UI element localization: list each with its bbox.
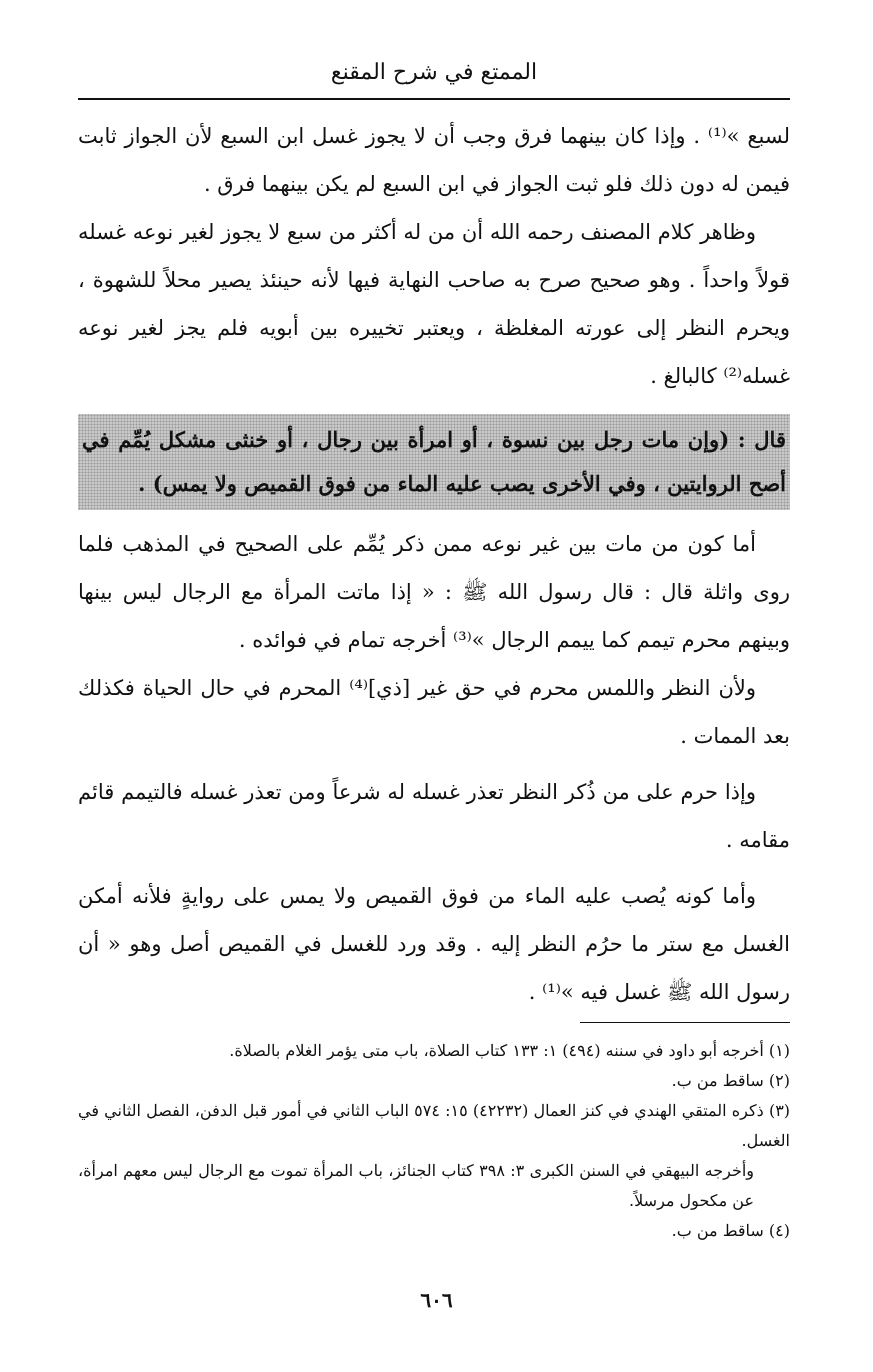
paragraph-3: أما كون من مات بين غير نوعه ممن ذكر يُمِّم على الصحيح في المذهب فلما روى واثلة قال : قال رسول الله ﷺ : « إذا ماتت المرأة مع الرجال ليس بينها وبينهم محرم تيمم كما ييمم الرجال »⁽³⁾ أخرجه تمام في فوائده . xyxy=(78,532,790,652)
footnote-rule xyxy=(580,1022,790,1023)
main-text xyxy=(78,112,790,1016)
header-rule xyxy=(78,98,790,100)
matn-quote: قال : (وإن مات رجل بين نسوة ، أو امرأة بين رجال ، أو خنثى مشكل يُمِّم في أصح الروايتين ، وفي الأخرى يصب عليه الماء من فوق القميص ولا يمس) . xyxy=(78,414,790,510)
footnote-3: (٣) ذكره المتقي الهندي في كنز العمال (٤٢٢٣٢) ١٥: ٥٧٤ الباب الثاني في أمور قبل الدفن، الفصل الثاني في الغسل. xyxy=(78,1101,791,1150)
footnote-3-continued: وأخرجه البيهقي في السنن الكبرى ٣: ٣٩٨ كتاب الجنائز، باب المرأة تموت مع الرجال ليس معهم امرأة، عن مكحول مرسلاً. xyxy=(78,1161,755,1210)
paragraph-1: لسبع »⁽¹⁾ . وإذا كان بينهما فرق وجب أن لا يجوز غسل ابن السبع لأن الجواز ثابت فيمن له دون ذلك فلو ثبت الجواز في ابن السبع لم يكن بينهما فرق . xyxy=(78,124,791,196)
footnotes xyxy=(78,1036,790,1246)
page-number: ٦٠٦ xyxy=(420,1288,453,1312)
footnote-2: (٢) ساقط من ب. xyxy=(671,1071,790,1090)
paragraph-6: وأما كونه يُصب عليه الماء من فوق القميص ولا يمس على روايةٍ فلأنه أمكن الغسل مع ستر ما حرُم النظر إليه . وقد ورد للغسل في القميص أصل وهو « أن رسول الله ﷺ غسل فيه »⁽¹⁾ . xyxy=(78,884,790,1004)
running-header: الممتع في شرح المقنع xyxy=(330,60,538,85)
footnote-1: (١) أخرجه أبو داود في سننه (٤٩٤) ١: ١٣٣ كتاب الصلاة، باب متى يؤمر الغلام بالصلاة. xyxy=(229,1041,790,1060)
paragraph-4: ولأن النظر واللمس محرم في حق غير [ذي]⁽⁴⁾ المحرم في حال الحياة فكذلك بعد الممات . xyxy=(78,676,790,748)
paragraph-5: وإذا حرم على من ذُكر النظر تعذر غسله له شرعاً ومن تعذر غسله فالتيمم قائم مقامه . xyxy=(78,780,790,852)
paragraph-2: وظاهر كلام المصنف رحمه الله أن من له أكثر من سبع لا يجوز لغير نوعه غسله قولاً واحداً . وهو صحيح صرح به صاحب النهاية فيها لأنه حينئذ يصير محلاً للشهوة ، ويحرم النظر إلى عورته المغلظة ، ويعتبر تخييره بين أبويه فلم يجز لغير نوعه غسله⁽²⁾ كالبالغ . xyxy=(78,220,790,388)
footnote-4: (٤) ساقط من ب. xyxy=(671,1221,790,1240)
